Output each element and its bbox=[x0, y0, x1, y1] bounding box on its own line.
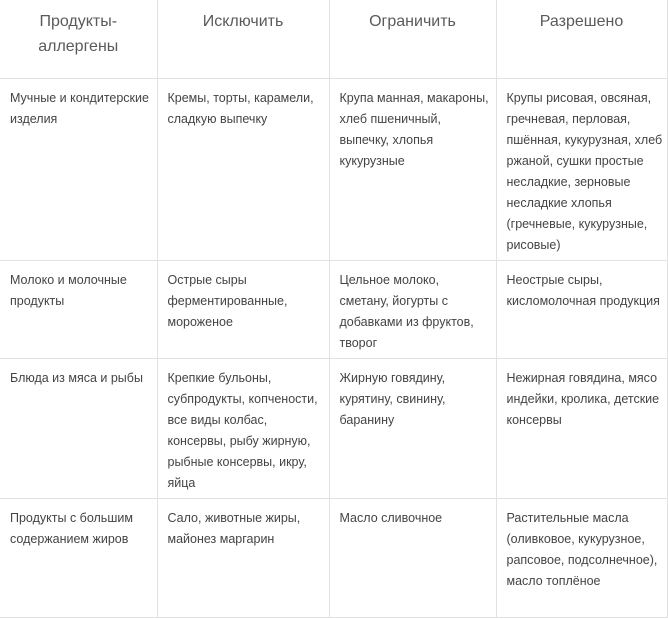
cell-limit: Жирную говядину, курятину, свинину, баранину bbox=[329, 359, 496, 499]
cell-allowed: Растительные масла (оливковое, кукурузное, рапсовое, подсолнечное), масло топлёное bbox=[496, 499, 667, 618]
table-header-row bbox=[0, 0, 667, 79]
table-row bbox=[0, 359, 667, 499]
header-exclude: Исключить bbox=[157, 0, 329, 79]
cell-limit: Цельное молоко, сметану, йогурты с добавками из фруктов, творог bbox=[329, 261, 496, 359]
cell-category: Мучные и кондитерские изделия bbox=[0, 79, 157, 261]
cell-exclude: Сало, животные жиры, майонез маргарин bbox=[157, 499, 329, 618]
cell-allowed: Крупы рисовая, овсяная, гречневая, перловая, пшённая, кукурузная, хлеб ржаной, сушки простые несладкие, зерновые несладкие хлопья (гречневые, кукурузные, рисовые) bbox=[496, 79, 667, 261]
cell-category: Блюда из мяса и рыбы bbox=[0, 359, 157, 499]
cell-exclude: Крепкие бульоны, субпродукты, копчености, все виды колбас, консервы, рыбу жирную, рыбные консервы, икру, яйца bbox=[157, 359, 329, 499]
table-row bbox=[0, 261, 667, 359]
cell-category: Продукты с большим содержанием жиров bbox=[0, 499, 157, 618]
table-row bbox=[0, 79, 667, 261]
header-allergens: Продукты-аллергены bbox=[0, 0, 157, 79]
header-limit: Ограничить bbox=[329, 0, 496, 79]
header-allowed: Разрешено bbox=[496, 0, 667, 79]
table-row bbox=[0, 499, 667, 618]
cell-exclude: Острые сыры ферментированные, мороженое bbox=[157, 261, 329, 359]
cell-exclude: Кремы, торты, карамели, сладкую выпечку bbox=[157, 79, 329, 261]
cell-allowed: Нежирная говядина, мясо индейки, кролика, детские консервы bbox=[496, 359, 667, 499]
cell-category: Молоко и молочные продукты bbox=[0, 261, 157, 359]
cell-limit: Масло сливочное bbox=[329, 499, 496, 618]
cell-allowed: Неострые сыры, кисломолочная продукция bbox=[496, 261, 667, 359]
cell-limit: Крупа манная, макароны, хлеб пшеничный, выпечку, хлопья кукурузные bbox=[329, 79, 496, 261]
